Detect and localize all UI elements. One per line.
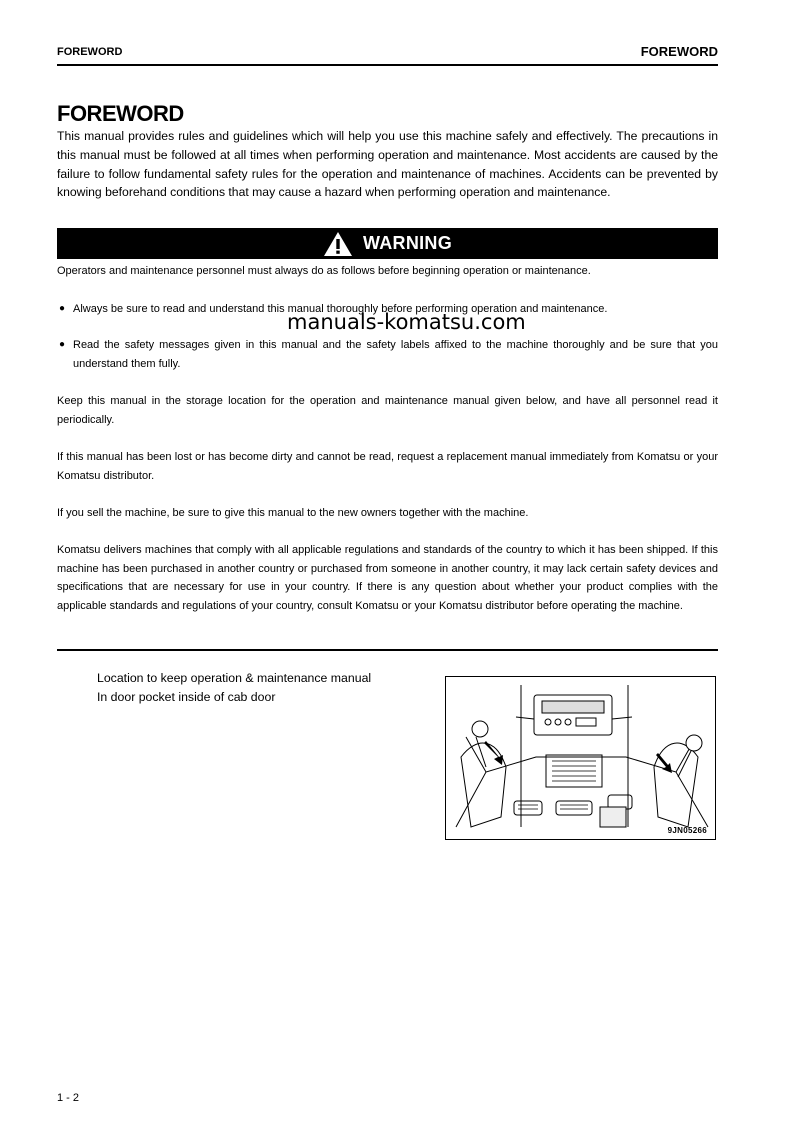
watermark-text: manuals-komatsu.com	[287, 310, 526, 334]
intro-paragraph: This manual provides rules and guidelines which will help you use this machine safely and effectively. The precautions in this manual must be followed at all times when performing operation and maintenance. Most accidents are caused by the failure to follow fundamental safety rules for the operation and maintenance of machines. Accidents can be prevented by knowing beforehand conditions that may cause a hazard when performing operation and maintenance.	[57, 129, 718, 200]
location-heading: Location to keep operation & maintenance manual	[97, 671, 372, 685]
manual-location-note	[97, 669, 371, 707]
body-paragraph: Keep this manual in the storage location for the operation and maintenance manual given below, and have all personnel read it periodically.	[57, 395, 718, 426]
running-header-right: FOREWORD	[640, 44, 718, 59]
cab-drawing	[446, 677, 714, 838]
figure-code: 9JN05266	[667, 826, 707, 835]
body-paragraph: If this manual has been lost or has become dirty and cannot be read, request a replacement manual immediately from Komatsu or your Komatsu distributor.	[57, 451, 718, 482]
bullet-icon: ●	[59, 339, 66, 350]
section-rule	[57, 649, 718, 651]
bullet-icon: ●	[59, 303, 66, 314]
page-title: FOREWORD	[57, 101, 184, 126]
warning-triangle-icon	[323, 231, 353, 257]
cab-interior-illustration	[445, 676, 716, 840]
body-paragraph: Komatsu delivers machines that comply with all applicable regulations and standards of the country to which it has been shipped. If this machine has been purchased in another country or purchased from someone in another country, it may lack certain safety devices and specifications that are necessary for use in your country. If there is any question about whether your product complies with the applicable standards and regulations of your country, consult Komatsu or your Komatsu distributor before operating the machine.	[57, 544, 718, 612]
body-paragraph: If you sell the machine, be sure to give this manual to the new owners together with the machine.	[57, 507, 529, 519]
warning-label: WARNING	[362, 233, 453, 253]
location-detail: In door pocket inside of cab door	[97, 690, 276, 704]
page-number: 1 - 2	[57, 1092, 80, 1104]
warning-lead: Operators and maintenance personnel must always do as follows before beginning operation or maintenance.	[57, 265, 591, 277]
header-rule	[57, 64, 718, 66]
warning-bullet	[59, 336, 718, 373]
running-header-left: FOREWORD	[57, 46, 123, 58]
bullet-text: Always be sure to read and understand this manual thoroughly before performing operation and maintenance.	[73, 303, 608, 315]
warning-banner	[57, 228, 718, 259]
bullet-text: Read the safety messages given in this manual and the safety labels affixed to the machine thoroughly and be sure that you understand them fully.	[73, 339, 718, 370]
